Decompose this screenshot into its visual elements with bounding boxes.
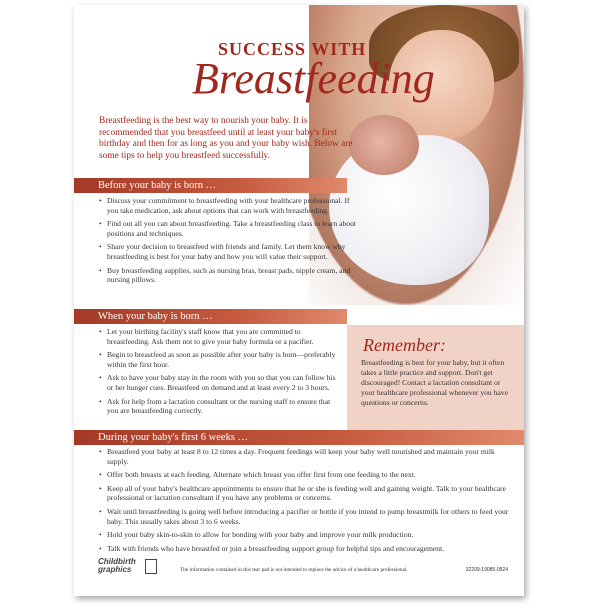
list-item: • Buy breastfeeding supplies, such as nursing bras, breast pads, nipple cream, and nursing pillows. — [99, 266, 357, 285]
product-code: 32209-19085-0524 — [465, 567, 508, 573]
remember-title: Remember: — [363, 335, 446, 355]
title-line-2: Breastfeeding — [192, 54, 435, 103]
list-item: • Offer both breasts at each feeding. Alternate which breast you offer first from one feeding to the next. — [99, 470, 509, 480]
list-item: • Share your decision to breastfeed with friends and family. Let them know why breastfeeding is best for your baby and how you will value their support. — [99, 242, 357, 261]
list-item: • Ask for help from a lactation consultant or the nursing staff to ensure that you are breastfeeding correctly. — [99, 397, 339, 416]
section-heading-before-birth: Before your baby is born … — [74, 178, 347, 193]
list-item: • Talk with friends who have breastfed or join a breastfeeding support group for helpful tips and encouragement. — [99, 544, 509, 554]
list-item: • Let your birthing facility's staff know that you are committed to breastfeeding. Ask them not to give your baby formula or a pacifier. — [99, 327, 339, 346]
list-item: • Discuss your commitment to breastfeeding with your healthcare professional. If you take medication, ask about options that can work with breastfeeding. — [99, 196, 357, 215]
list-item: • Find out all you can about breastfeeding. Take a breastfeeding class to learn about positions and techniques. — [99, 219, 357, 238]
list-item: • Keep all of your baby's healthcare appointments to ensure that he or she is feeding well and gaining weight. Talk to your healthcare professional or lactation consultant if you have any problems or concerns. — [99, 484, 509, 503]
remember-body: Breastfeeding is best for your baby, but it often takes a little practice and support. Don't get discouraged! Contact a lactation consultant or your healthcare professional whenever you have questions or concerns. — [361, 358, 508, 407]
checkmark-icon — [145, 559, 157, 574]
childbirth-graphics-logo: Childbirth graphics — [98, 558, 136, 574]
first-6-weeks-list — [99, 447, 509, 557]
list-item: • Ask to have your baby stay in the room with you so that you can follow his or her hunger cues. Breastfeed on demand and at least every 2 to 3 hours. — [99, 373, 339, 392]
list-item: • Hold your baby skin-to-skin to allow for bonding with your baby and improve your milk production. — [99, 530, 509, 540]
flyer-page — [74, 5, 524, 596]
title-line-1: SUCCESS WITH — [218, 39, 367, 59]
intro-paragraph: Breastfeeding is the best way to nourish your baby. It is recommended that you breastfeed until at least your baby's first birthday and then for as long as you and your baby wish. Below are some tips to help you breastfeed successfully. — [99, 116, 353, 161]
remember-box — [347, 325, 524, 430]
list-item: • Breastfeed your baby at least 8 to 12 times a day. Frequent feedings will keep your baby well nourished and maintain your milk supply. — [99, 447, 509, 466]
before-birth-list — [99, 196, 357, 289]
section-heading-at-birth: When your baby is born … — [74, 309, 347, 324]
disclaimer: The information contained in this tear pad is not intended to replace the advice of a healthcare professional. — [180, 567, 408, 573]
section-heading-first-6-weeks: During your baby's first 6 weeks … — [74, 430, 524, 445]
list-item: • Wait until breastfeeding is going well before introducing a pacifier or bottle if you intend to pump breastmilk for others to feed your baby. This usually takes about 3 to 6 weeks. — [99, 507, 509, 526]
at-birth-list — [99, 327, 339, 420]
list-item: • Begin to breastfeed as soon as possible after your baby is born—preferably within the first hour. — [99, 350, 339, 369]
